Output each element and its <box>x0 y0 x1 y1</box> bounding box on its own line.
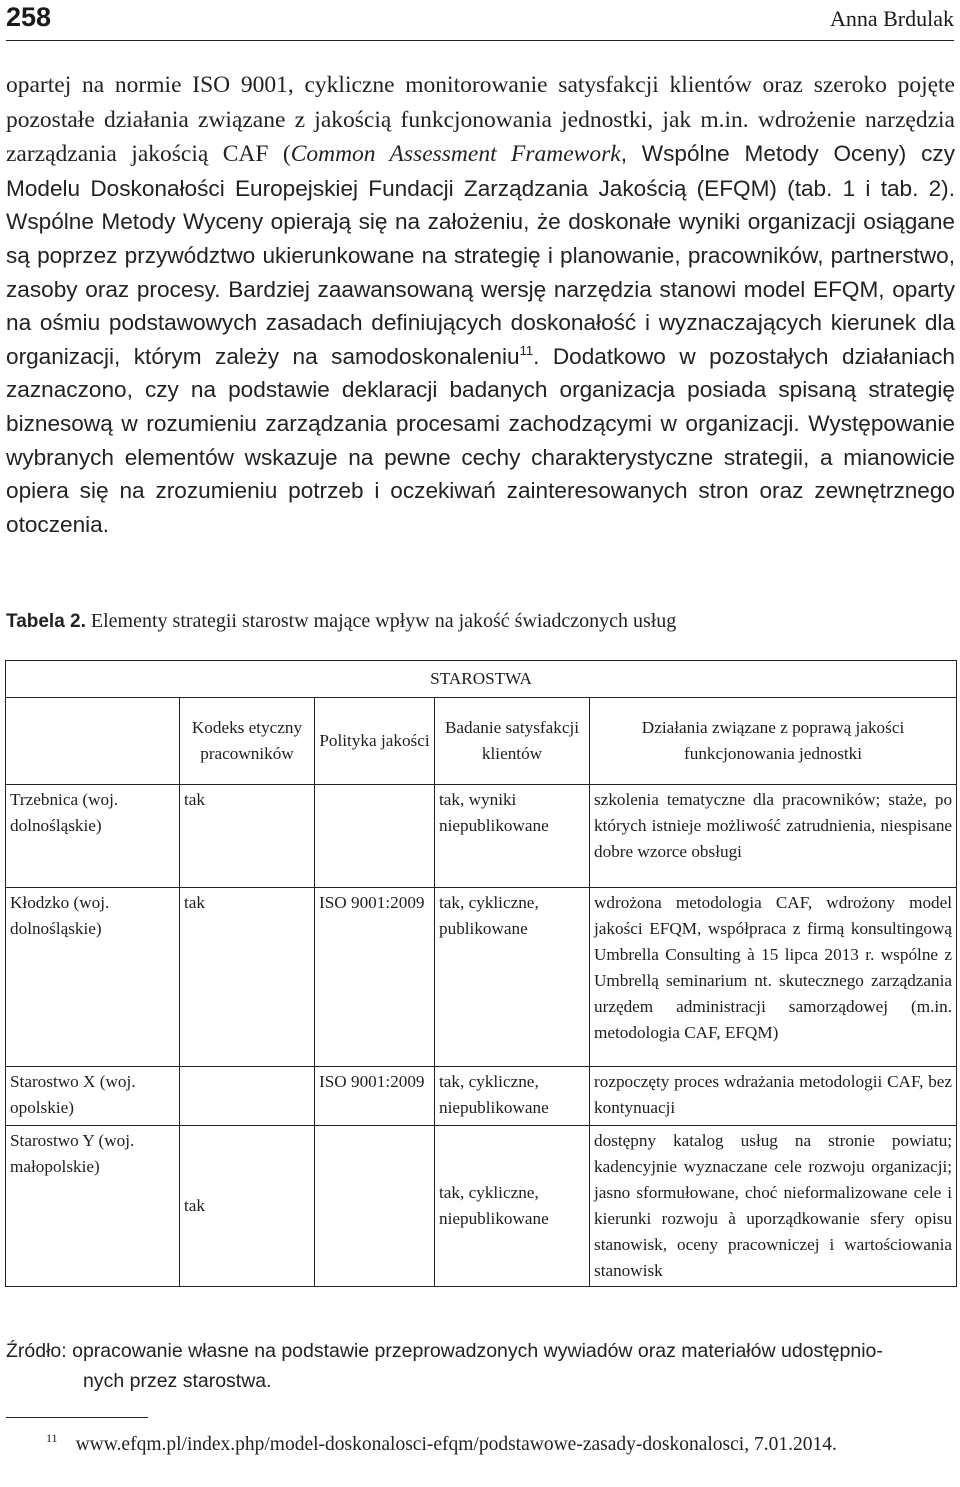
cell-dzialania: rozpoczęty proces wdrażania metodologii CAF, bez kontynuacji <box>590 1067 957 1126</box>
cell-polityka <box>315 785 435 888</box>
column-header-kodeks: Kodeks etyczny pracowników <box>180 698 315 785</box>
cell-polityka: ISO 9001:2009 <box>315 1067 435 1126</box>
cell-dzialania: szkolenia tematyczne dla pracowników; staże, po których istnieje możliwość zatrudnienia, niespisane dobre wzorce obsługi <box>590 785 957 888</box>
column-header-dzialania: Działania związane z poprawą jakości funkcjonowania jednostki <box>590 698 957 785</box>
column-header-polityka: Polityka jakości <box>315 698 435 785</box>
row-name: Trzebnica (woj. dolnośląskie) <box>6 785 180 888</box>
row-name: Starostwo Y (woj. małopolskie) <box>6 1126 180 1287</box>
cell-kodeks: tak <box>180 785 315 888</box>
running-author: Anna Brdulak <box>829 6 954 31</box>
footnote-number: 11 <box>46 1431 58 1445</box>
cell-badanie: tak, cykliczne, publikowane <box>435 888 590 1067</box>
row-name: Starostwo X (woj. opolskie) <box>6 1067 180 1126</box>
table-header-row <box>6 698 957 785</box>
source-text-line-1: opracowanie własne na podstawie przeprowadzonych wywiadów oraz materiałów udostępnio- <box>66 1340 883 1362</box>
table-header-empty <box>6 698 180 785</box>
column-header-badanie: Badanie satysfakcji klientów <box>435 698 590 785</box>
source-text-line-2: nych przez starostwa. <box>83 1370 272 1392</box>
table-caption-text: Elementy strategii starostw mające wpływ na jakość świadczonych usług <box>85 610 677 632</box>
table-source-note <box>6 1336 955 1396</box>
table-group-header: STAROSTWA <box>6 661 957 698</box>
table-caption-label: Tabela 2. <box>6 611 86 632</box>
body-text-part-3: . Dodatkowo w pozostałych działaniach zaznaczono, czy na podstawie deklaracji badanych organizacja posiada spisaną strategię biznesową w rozumieniu zarządzania procesami zachodzącymi w organizacji. Występowanie wybranych elementów wskazuje na pewne cechy charakterystyczne strategii, a mianowicie opiera się na zrozumieniu potrzeb i oczekiwań zainteresowanych stron oraz zewnętrznego otoczenia. <box>6 343 955 537</box>
body-text-italic: Common Assessment Framework <box>290 141 621 168</box>
cell-dzialania: wdrożona metodologia CAF, wdrożony model jakości EFQM, współpraca z firmą konsultingową Umbrella Consulting à 15 lipca 2013 r. wspólne z Umbrellą seminarium nt. skutecznego zarządzania urzędem administracji samorządowej (m.in. metodologia CAF, EFQM) <box>590 888 957 1067</box>
table-caption <box>6 610 955 633</box>
body-text-part-2: , Wspólne Metody Oceny) czy Modelu Doskonałości Europejskiej Fundacji Zarządzania Jakością (EFQM) (tab. 1 i tab. 2). Wspólne Metody Wyceny opierają się na założeniu, że doskonałe wyniki organizacji osiągane są poprzez przywództwo ukierunkowane na strategię i planowanie, pracowników, partnerstwo, zasoby oraz procesy. Bardziej zaawansowaną wersję narzędzia stanowi model EFQM, oparty na ośmiu podstawowych zasadach definiujących doskonałość i wyznaczających kierunek dla organizacji, którym zależy na samodoskonaleniu <box>6 141 955 369</box>
footnote-reference: 11 <box>519 342 534 358</box>
cell-kodeks: tak <box>180 888 315 1067</box>
page-number: 258 <box>6 2 52 32</box>
cell-badanie: tak, wyniki niepublikowane <box>435 785 590 888</box>
table-row <box>6 785 957 888</box>
body-paragraph <box>6 68 955 541</box>
table-row <box>6 888 957 1067</box>
footnote-divider <box>6 1417 148 1418</box>
table-group-header-row <box>6 661 957 698</box>
strategy-table <box>5 660 957 1287</box>
cell-kodeks: tak <box>180 1126 315 1287</box>
cell-kodeks <box>180 1067 315 1126</box>
footnote <box>6 1432 955 1458</box>
running-header <box>6 0 954 41</box>
source-label: Źródło: <box>6 1340 67 1362</box>
table-row <box>6 1126 957 1287</box>
footnote-text: www.efqm.pl/index.php/model-doskonalosci-efqm/podstawowe-zasady-doskonalosci, 7.01.2014. <box>75 1434 837 1455</box>
cell-badanie: tak, cykliczne, niepublikowane <box>435 1126 590 1287</box>
cell-badanie: tak, cykliczne, niepublikowane <box>435 1067 590 1126</box>
cell-polityka <box>315 1126 435 1287</box>
row-name: Kłodzko (woj. dolnośląskie) <box>6 888 180 1067</box>
table-row <box>6 1067 957 1126</box>
body-text-part-1: opartej na normie ISO 9001, cykliczne monitorowanie satysfakcji klientów oraz szeroko pojęte pozostałe działania związane z jakością funkcjonowania jednostki, jak m.in. wdrożenie narzędzia zarządzania jakością CAF ( <box>6 72 955 168</box>
cell-dzialania: dostępny katalog usług na stronie powiatu; kadencyjnie wyznaczane cele rozwoju organizacji; jasno sformułowane, choć nieformalizowane cele i kierunki rozwoju à uporządkowanie sfery opisu stanowisk, oceny pracowniczej i wartościowania stanowisk <box>590 1126 957 1287</box>
cell-polityka: ISO 9001:2009 <box>315 888 435 1067</box>
